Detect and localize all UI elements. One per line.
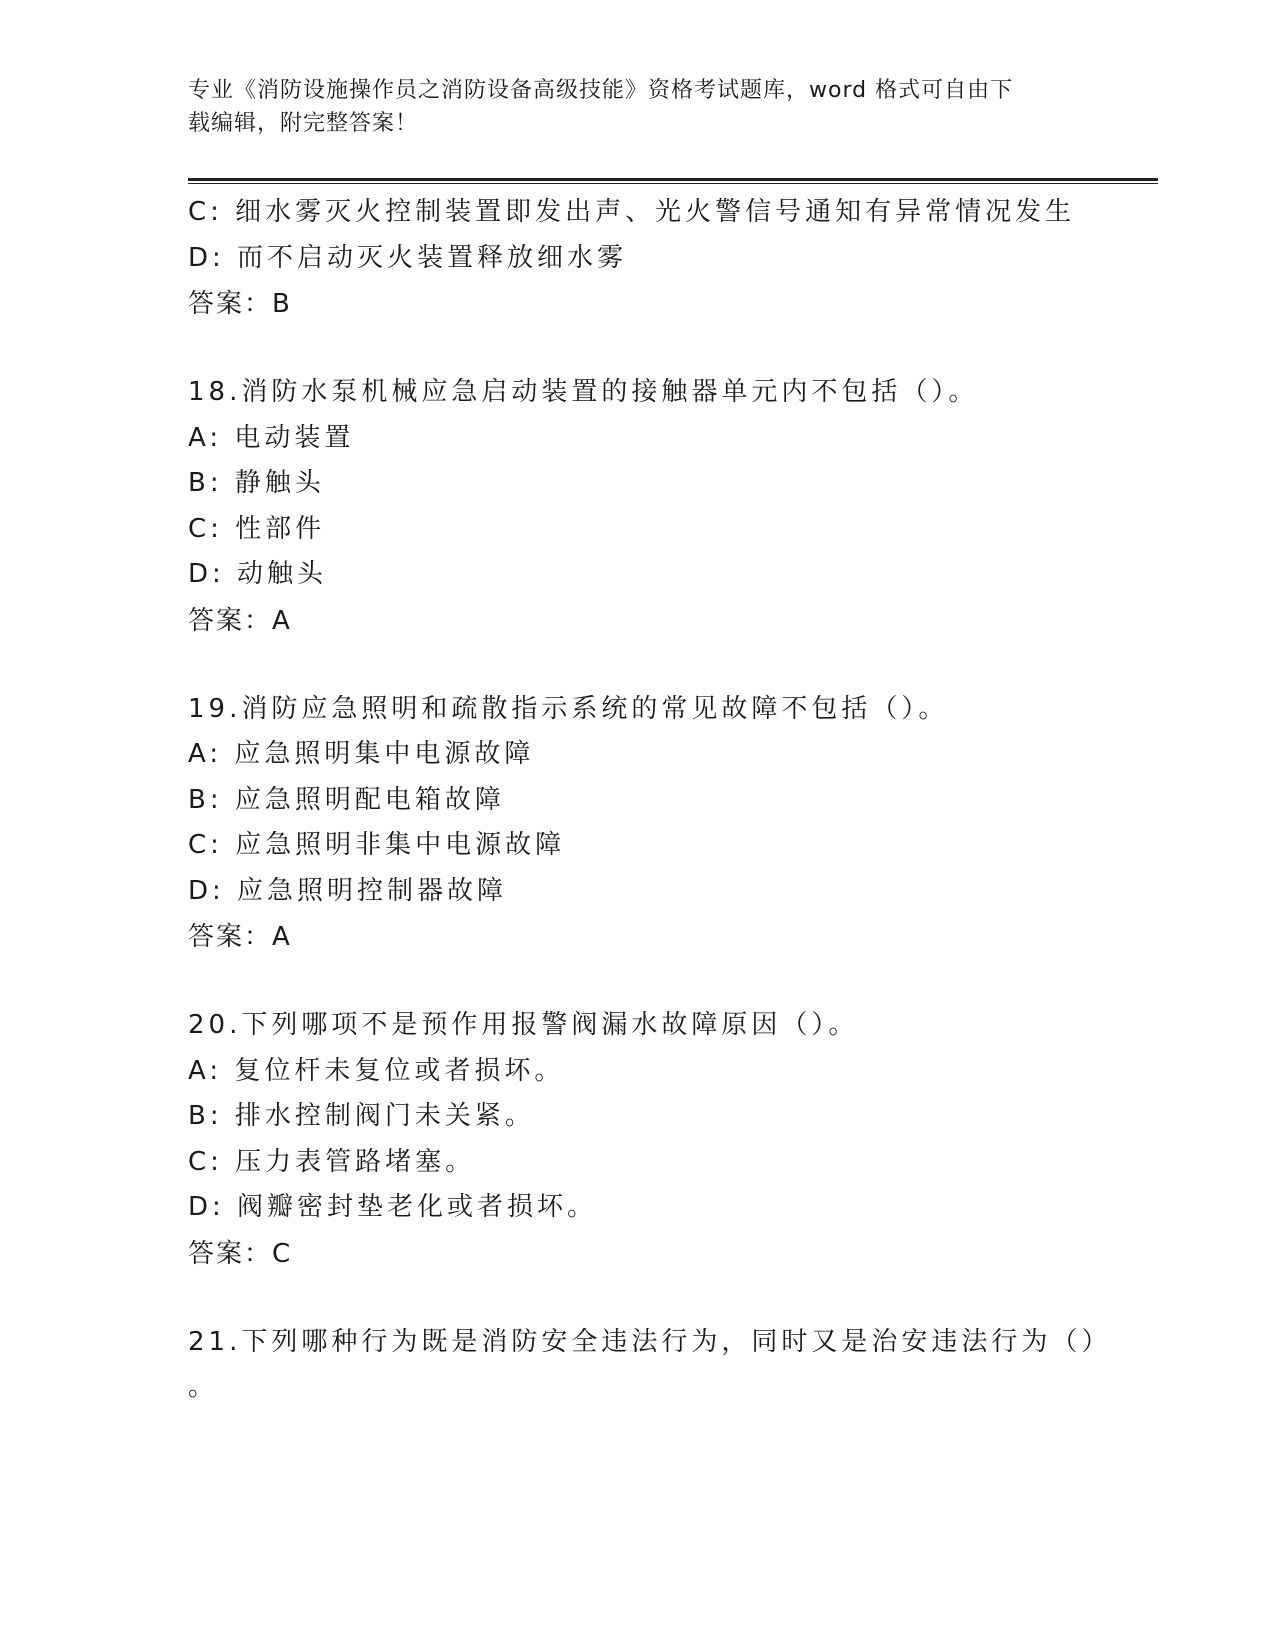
option-d: D: 而不启动灭火装置释放细水雾: [188, 242, 628, 273]
option-c: C: 细水雾灭火控制装置即发出声、光火警信号通知有异常情况发生: [188, 197, 1076, 227]
question-21: [188, 1320, 1112, 1411]
option-a: A: 应急照明集中电源故障: [188, 739, 535, 769]
option-d: D: 动触头: [188, 559, 328, 589]
header-line-2: 载编辑，附完整答案！: [188, 111, 419, 136]
answer-label: 答案：C: [188, 1238, 293, 1269]
option-b: B: 应急照明配电箱故障: [188, 784, 505, 815]
spacer: [188, 1277, 1088, 1320]
option-d: D: 阀瓣密封垫老化或者损坏。: [188, 1192, 598, 1222]
question-title-continuation: 。: [188, 1372, 219, 1402]
option-c: C: 应急照明非集中电源故障: [188, 830, 566, 860]
question-title: 21.下列哪种行为既是消防安全违法行为，同时又是治安违法行为（）: [188, 1326, 1112, 1357]
spacer: [188, 327, 1088, 370]
question-title: 20.下列哪项不是预作用报警阀漏水故障原因（）。: [188, 1010, 859, 1040]
option-c: C: 压力表管路堵塞。: [188, 1146, 476, 1177]
question-18: [188, 370, 1088, 644]
option-b: B: 排水控制阀门未关紧。: [188, 1101, 535, 1131]
question-title: 19.消防应急照明和疏散指示系统的常见故障不包括（）。: [188, 693, 949, 724]
question-17-tail: [188, 190, 1088, 327]
spacer: [188, 960, 1088, 1003]
option-b: B: 静触头: [188, 468, 325, 498]
spacer: [188, 644, 1088, 687]
question-list: [188, 190, 1112, 1410]
question-title: 18.消防水泵机械应急启动装置的接触器单元内不包括（）。: [188, 377, 979, 407]
option-d: D: 应急照明控制器故障: [188, 875, 508, 906]
answer-label: 答案：A: [188, 922, 292, 952]
answer-label: 答案：A: [188, 605, 292, 636]
question-20: [188, 1003, 1088, 1277]
question-19: [188, 687, 1088, 961]
answer-label: 答案：B: [188, 289, 292, 319]
header-divider-thick: [188, 178, 1158, 181]
header-divider-thin: [188, 183, 1158, 184]
document-header: [188, 74, 1068, 140]
header-line-1: 专业《消防设施操作员之消防设备高级技能》资格考试题库，word 格式可自由下: [188, 78, 1014, 103]
option-a: A: 电动装置: [188, 422, 355, 453]
option-a: A: 复位杆未复位或者损坏。: [188, 1055, 565, 1086]
option-c: C: 性部件: [188, 513, 326, 544]
